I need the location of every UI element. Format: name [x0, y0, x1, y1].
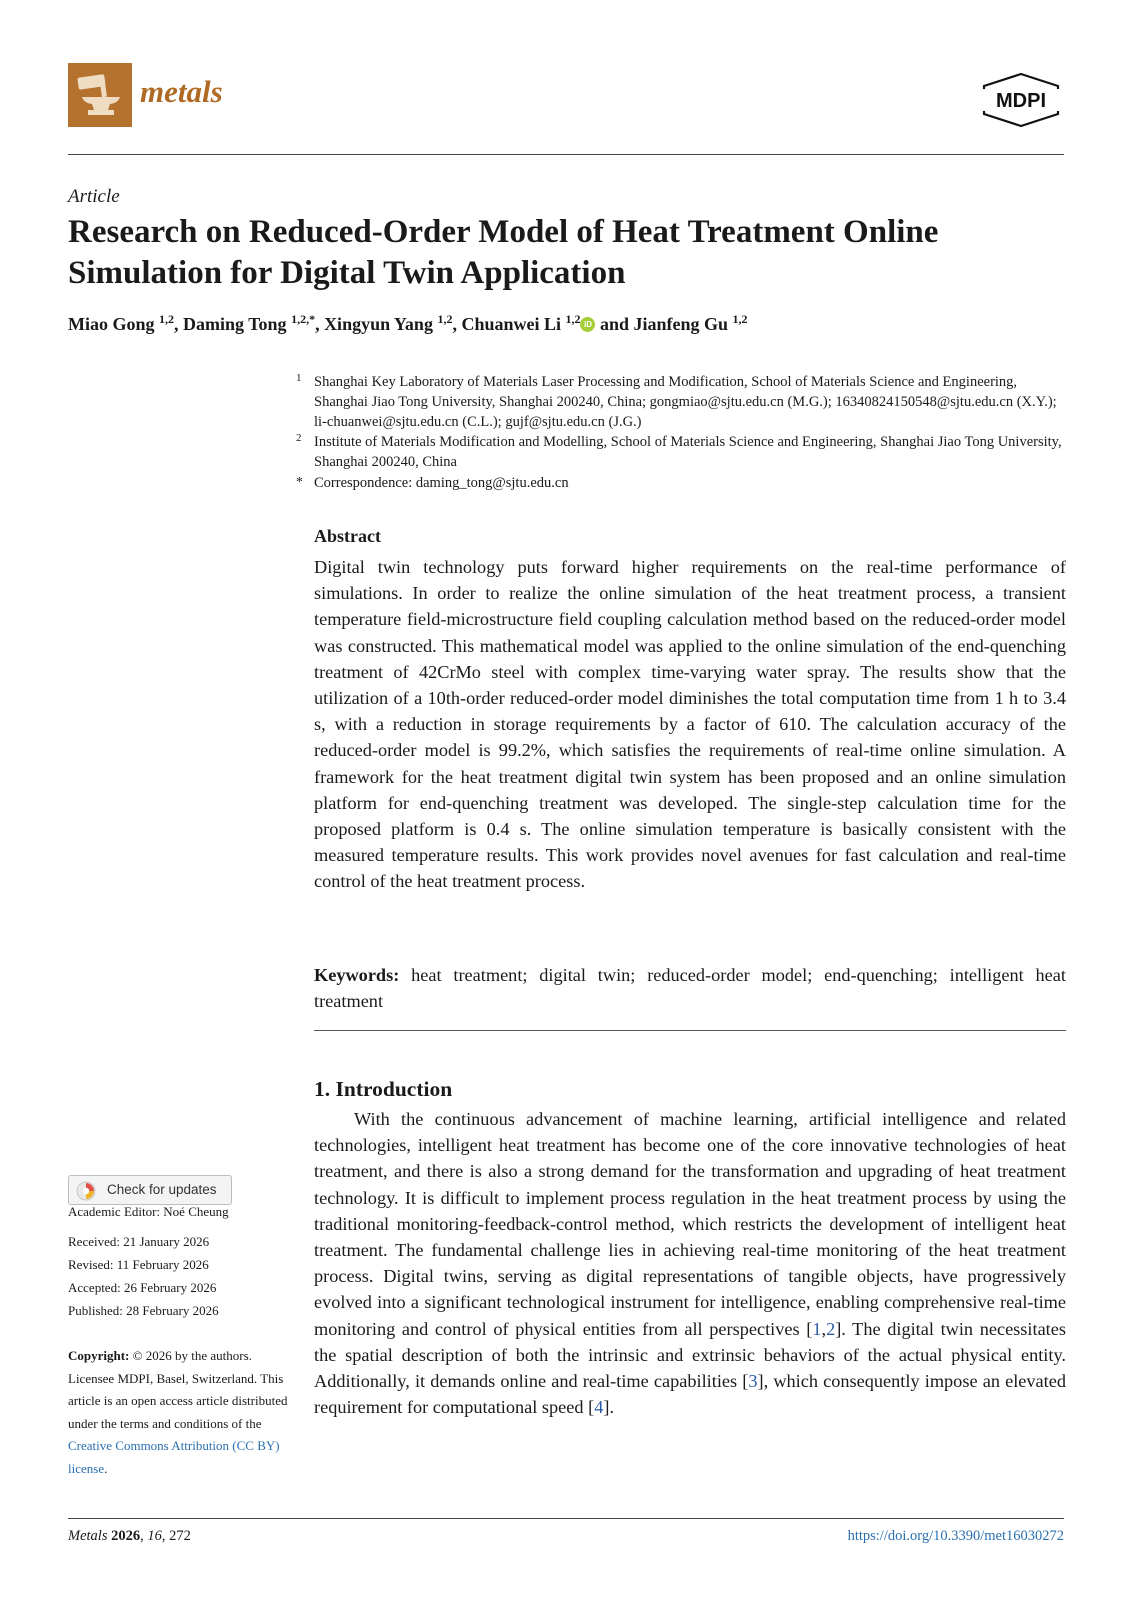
- author-affiliation: 1,2: [565, 312, 581, 326]
- footer-year: 2026: [111, 1528, 141, 1544]
- affiliation-text: Institute of Materials Modification and Modelling, School of Materials Science and Engineering, Shanghai Jiao Tong University, Shanghai 200240, China: [314, 434, 1062, 470]
- section-divider: [314, 1030, 1066, 1031]
- mdpi-logo-text: MDPI: [996, 90, 1046, 112]
- article-type: Article: [68, 186, 120, 207]
- journal-logo: [68, 63, 132, 127]
- accepted-date: Accepted: 26 February 2026: [68, 1280, 217, 1295]
- correspondence-text: Correspondence: daming_tong@sjtu.edu.cn: [314, 475, 569, 491]
- author-affiliation: 1,2: [437, 312, 453, 326]
- received-date: Received: 21 January 2026: [68, 1234, 210, 1249]
- author-list: Miao Gong $^{1,2}$, Daming Tong $^{1,2,*}$, Xingyun Yang $^{1,2}$, Chuanwei Li $^{1,2}$ iD and Jianfeng Gu $^{1,2}$: [68, 312, 748, 334]
- license-end: .: [104, 1460, 108, 1476]
- copyright-label: Copyright:: [68, 1348, 130, 1363]
- footer-citation: Metals 2026, 16, 272: [68, 1528, 191, 1544]
- copyright-text: © 2026 by the authors. Licensee MDPI, Basel, Switzerland. This article is an open access article distributed under the terms and conditions of the: [68, 1348, 288, 1431]
- abstract-heading: Abstract: [314, 526, 381, 546]
- keywords-text: heat treatment; digital twin; reduced-order model; end-quenching; intelligent heat treatment: [314, 965, 1066, 1011]
- footer-volume: 16: [147, 1528, 162, 1544]
- check-updates-icon: [76, 1181, 96, 1201]
- introduction-paragraph: With the continuous advancement of machine learning, artificial intelligence and related technologies, intelligent heat treatment has become one of the core innovative technologies of heat treatment, and there is also a strong demand for the transformation and upgrading of heat treatment technology. It is difficult to implement process regulation in the heat treatment process by using the traditional monitoring-feedback-control method, which restricts the development of intelligent heat treatment. The fundamental challenge lies in achieving real-time monitoring of the heat treatment process. Digital twins, serving as digital representations of tangible objects, have progressively evolved into a significant technological instrument for intelligence, enabling comprehensive real-time monitoring and control of physical entities from all perspectives [1,2]. The digital twin necessitates the spatial description of both the intrinsic and extrinsic behaviors of the actual physical entity. Additionally, it demands online and real-time capabilities [3], which consequently impose an elevated requirement for computational speed [4].: [314, 1109, 1066, 1418]
- author-affiliation: 1,2,*: [291, 312, 316, 326]
- author-affiliation: 1,2: [732, 312, 748, 326]
- header-divider: [68, 154, 1064, 155]
- mdpi-logo: [978, 72, 1064, 128]
- intro-text-segment: With the continuous advancement of machine learning, artificial intelligence and related technologies, intelligent heat treatment has become one of the core innovative technologies of heat treatment, and there is also a strong demand for the transformation and upgrading of heat treatment technology. It is difficult to implement process regulation in the heat treatment process by using the traditional monitoring-feedback-control method, which restricts the development of intelligent heat treatment. The fundamental challenge lies in achieving real-time monitoring of the heat treatment process. Digital twins, serving as digital representations of tangible objects, have progressively evolved into a significant technological instrument for intelligence, enabling comprehensive real-time monitoring and control of physical entities from all perspectives [: [314, 1109, 1066, 1339]
- intro-text-segment: ], which consequently impose an elevated requirement for computational speed [: [314, 1371, 1066, 1418]
- affiliation-text: Shanghai Key Laboratory of Materials Laser Processing and Modification, School of Materials Science and Engineering, Shanghai Jiao Tong University, Shanghai 200240, China; gongmiao@sjtu.edu.cn (M.G.); 16340824150548@sjtu.edu.cn (X.Y.); li-chuanwei@sjtu.edu.cn (C.L.); gujf@sjtu.edu.cn (J.G.): [314, 374, 1057, 430]
- author-name: Daming Tong: [183, 314, 287, 334]
- author-name: Xingyun Yang: [324, 314, 433, 334]
- affiliation-mark: 2: [296, 432, 302, 444]
- copyright-notice: [68, 1345, 293, 1480]
- footer-page: 272: [169, 1528, 191, 1544]
- academic-editor: Academic Editor: Noé Cheung: [68, 1204, 229, 1219]
- doi-link[interactable]: https://doi.org/10.3390/met16030272: [847, 1528, 1064, 1544]
- keywords-label: Keywords:: [314, 965, 400, 985]
- section-heading-introduction: 1. Introduction: [314, 1077, 453, 1101]
- author-name: Chuanwei Li: [461, 314, 561, 334]
- intro-text-segment: ].: [603, 1397, 615, 1418]
- keywords: [314, 962, 1066, 1014]
- revised-date: Revised: 11 February 2026: [68, 1257, 209, 1272]
- check-updates-label: Check for updates: [107, 1182, 217, 1197]
- footer-divider: [68, 1518, 1064, 1519]
- abstract-text: Digital twin technology puts forward higher requirements on the real-time performance of simulations. In order to realize the online simulation of the heat treatment process, a transient temperature field-microstructure field coupling calculation method based on the reduced-order model was constructed. This mathematical model was applied to the online simulation of the end-quenching treatment of 42CrMo steel with complex time-varying water spray. The results show that the utilization of a 10th-order reduced-order model diminishes the total computation time from 1 h to 3.4 s, with a reduction in storage requirements by a factor of 610. The calculation accuracy of the reduced-order model is 99.2%, which satisfies the requirements of real-time online simulation. A framework for the heat treatment digital twin system has been proposed and an online simulation platform for end-quenching treatment was developed. The single-step calculation time for the proposed platform is 0.4 s. The online simulation temperature is basically consistent with the measured temperature results. This work provides novel avenues for fast calculation and real-time control of the heat treatment process.: [314, 557, 1066, 892]
- author-name: Miao Gong: [68, 314, 155, 334]
- affiliation-mark: 1: [296, 372, 302, 384]
- affiliation-mark: *: [296, 475, 303, 490]
- citation-link[interactable]: 2: [826, 1318, 836, 1339]
- footer-journal: Metals: [68, 1528, 108, 1544]
- license-link[interactable]: Creative Commons Attribution (CC BY) license: [68, 1438, 280, 1476]
- correspondence: [296, 473, 1066, 493]
- citation-link[interactable]: 1: [812, 1318, 822, 1339]
- anvil-icon: [68, 63, 132, 127]
- author-affiliation: 1,2: [159, 312, 175, 326]
- affiliation: [296, 432, 1066, 472]
- citation-link[interactable]: 4: [594, 1397, 604, 1418]
- author-name: Jianfeng Gu: [633, 314, 729, 334]
- affiliation: [296, 372, 1066, 432]
- published-date: Published: 28 February 2026: [68, 1303, 219, 1318]
- author-connector: and: [599, 314, 630, 334]
- paper-title: Research on Reduced-Order Model of Heat Treatment Online Simulation for Digital Twin Application: [68, 214, 939, 291]
- orcid-icon[interactable]: iD: [580, 317, 595, 332]
- citation-link[interactable]: 3: [748, 1371, 758, 1392]
- journal-name: metals: [140, 74, 223, 109]
- intro-text-segment: ]. The digital twin necessitates the spatial description of both the intrinsic and extrinsic behaviors of the actual physical entity. Additionally, it demands online and real-time capabilities [: [314, 1318, 1066, 1392]
